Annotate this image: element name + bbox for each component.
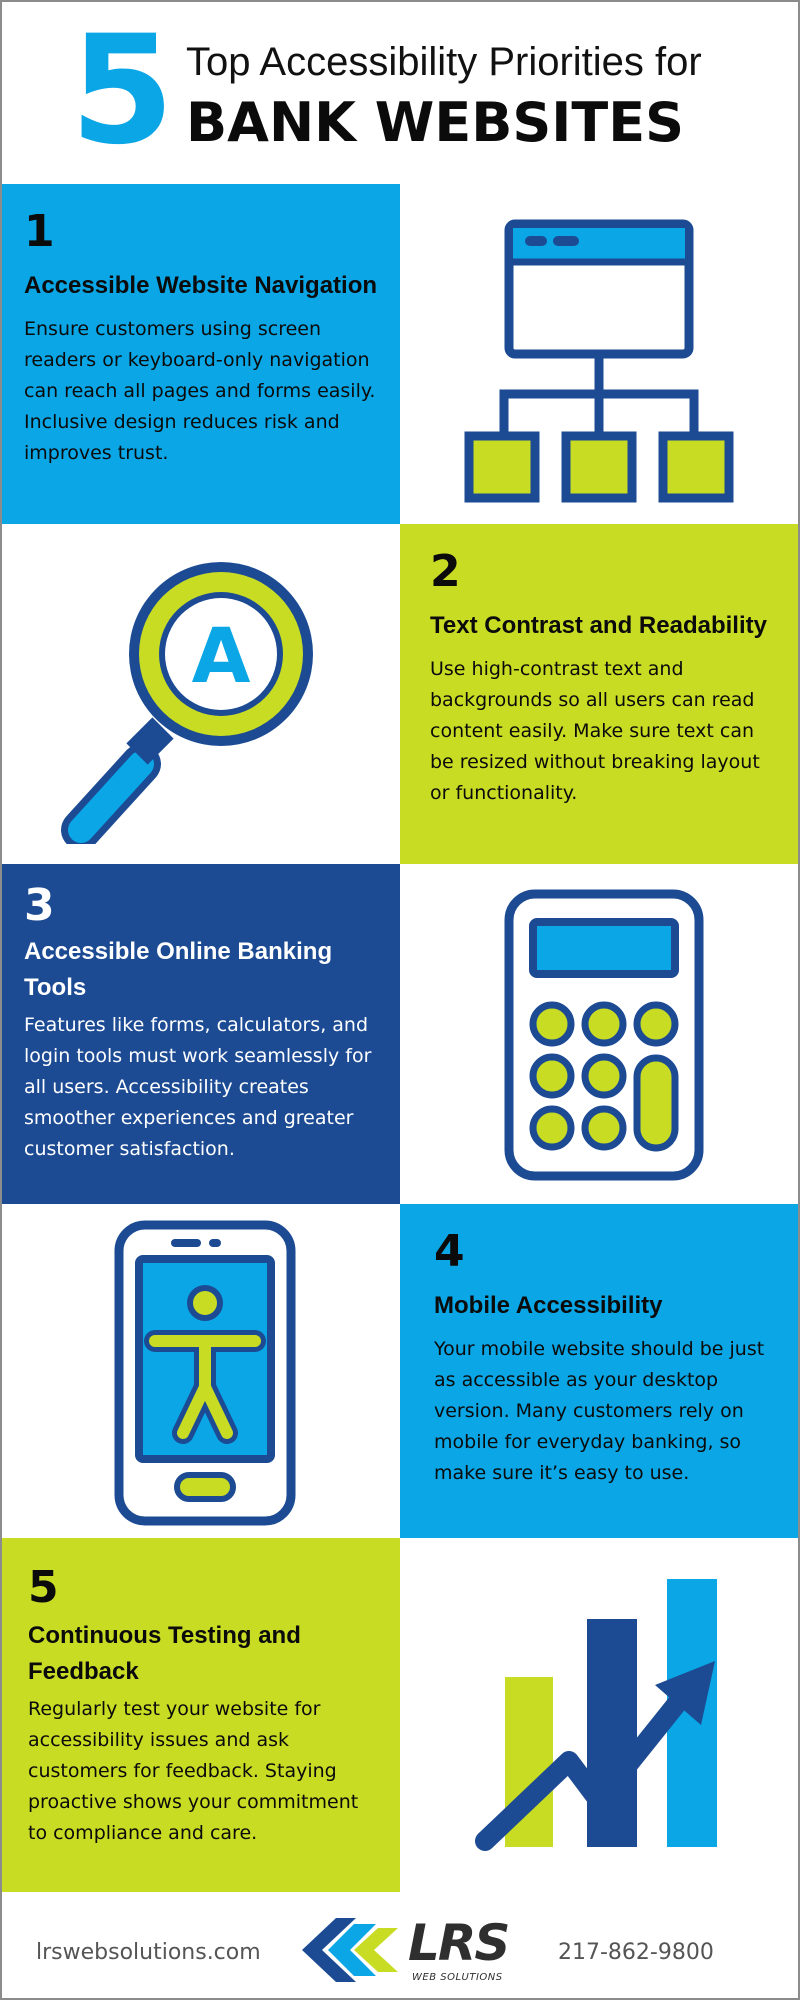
section-2-body: Use high-contrast text and backgrounds so all users can read content easily. Make sure text can be resized without breaking layout or functionality. — [430, 658, 760, 804]
section-1-text — [2, 184, 400, 524]
section-3-body: Features like forms, calculators, and login tools must work seamlessly for all users. Accessibility creates smoother experiences and greater customer satisfaction. — [24, 1014, 372, 1160]
section-2-number: 2 — [430, 546, 461, 597]
section-1-title: Accessible Website Navigation — [24, 272, 378, 299]
section-3 — [2, 864, 798, 1204]
section-5 — [2, 1538, 798, 1892]
section-4-number: 4 — [434, 1226, 465, 1277]
logo-subtext: WEB SOLUTIONS — [412, 1972, 503, 1983]
footer — [2, 1904, 798, 1998]
header-subtitle: Top Accessibility Priorities for — [186, 40, 702, 84]
section-4-title: Mobile Accessibility — [434, 1292, 663, 1319]
section-2 — [2, 524, 798, 864]
section-5-title: Continuous Testing and Feedback — [28, 1622, 301, 1685]
section-1-body: Ensure customers using screen readers or keyboard-only navigation can reach all pages and forms easily. Inclusive design reduces risk and improves trust. — [24, 318, 376, 464]
growth-chart-icon — [449, 1565, 749, 1865]
section-1-illustration — [400, 184, 798, 524]
section-2-text — [400, 524, 798, 864]
svg-text:A: A — [191, 611, 251, 700]
section-5-body: Regularly test your website for accessibility issues and ask customers for feedback. Staying proactive shows your commitment to compliance and care. — [28, 1698, 359, 1844]
section-5-text — [2, 1538, 400, 1892]
logo-wordmark: LRS — [408, 1914, 509, 1972]
header — [2, 2, 798, 184]
header-big-number: 5 — [70, 4, 175, 178]
calculator-icon — [449, 884, 749, 1184]
section-3-title: Accessible Online Banking Tools — [24, 938, 333, 1001]
section-5-number: 5 — [28, 1562, 59, 1613]
magnifier-icon — [51, 544, 351, 844]
section-4-text — [400, 1204, 798, 1544]
header-title: BANK WEBSITES — [186, 91, 684, 154]
lrs-logo-icon — [298, 1914, 402, 1986]
section-2-illustration — [2, 524, 400, 864]
mobile-accessibility-icon — [51, 1219, 351, 1529]
section-1-number: 1 — [24, 206, 55, 257]
section-3-text — [2, 864, 400, 1204]
sitemap-icon — [449, 204, 749, 504]
section-5-illustration — [400, 1538, 798, 1892]
section-1 — [2, 184, 798, 524]
section-3-illustration — [400, 864, 798, 1204]
section-4-body: Your mobile website should be just as accessible as your desktop version. Many customers rely on mobile for everyday banking, so make sure it’s easy to use. — [434, 1338, 765, 1484]
footer-website-link[interactable]: lrswebsolutions.com — [36, 1940, 261, 1965]
footer-phone-number[interactable]: 217-862-9800 — [558, 1940, 714, 1965]
section-3-number: 3 — [24, 880, 55, 931]
section-4 — [2, 1204, 798, 1544]
section-2-title: Text Contrast and Readability — [430, 612, 767, 639]
section-4-illustration — [2, 1204, 400, 1544]
